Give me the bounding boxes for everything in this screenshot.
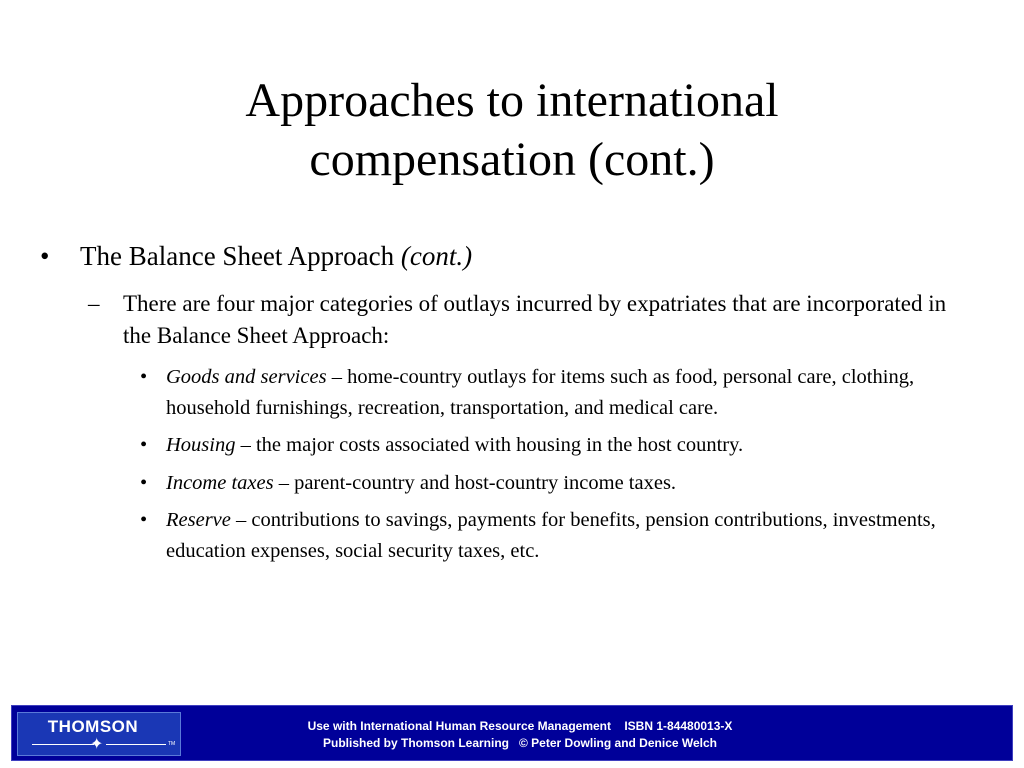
list-item-term: Reserve [166,509,231,531]
list-item-text [166,468,970,499]
footer-credit-line-2: Published by Thomson Learning © Peter Dowling and Denice Welch [322,736,717,750]
bullet-dot-icon: • [40,241,50,271]
list-item-text [166,505,970,566]
list-item [140,362,970,423]
bullet-dot-icon: • [140,434,148,456]
list-item-description: contributions to savings, payments for benefits, pension contributions, investments, education expenses, social security taxes, etc. [166,509,936,562]
list-item-term: Goods and services [166,366,327,388]
list-item-separator: – [235,434,256,456]
list-item-separator: – [230,509,252,531]
footer-credit-line-1: Use with International Human Resource Management ISBN 1-84480013-X [307,719,733,733]
footer-credits [200,718,840,752]
slide-title-line-1: Approaches to international [245,74,779,127]
list-item-separator: – [273,471,295,494]
dash-bullet-icon: – [88,291,100,316]
list-item-separator: – [326,366,348,388]
list-item [140,468,970,499]
list-item-text [166,362,970,423]
star-icon: ✦ [90,734,104,753]
slide-title-line-2: compensation (cont.) [309,132,715,186]
bullet-level-1-text [80,240,472,272]
bullet-level-2-text: There are four major categories of outlays incurred by expatriates that are incorporated in the Balance Sheet Approach: [123,291,947,348]
bullet-dot-icon: • [140,509,148,531]
list-item-description: home-country outlays for items such as food, personal care, clothing, household furnishings, recreation, transportation, and medical care. [166,366,915,419]
thomson-logo-wordmark: THOMSON [47,717,139,736]
trademark-mark: TM [168,741,176,747]
bullet-level-2 [88,288,978,352]
logo-rule-left [32,744,94,745]
bullet-level-1-label: The Balance Sheet Approach [80,241,401,271]
outlay-category-list [140,362,970,573]
thomson-logo [17,712,181,756]
list-item-description: parent-country and host-country income taxes. [294,471,677,494]
logo-rule-right [106,744,166,745]
bullet-dot-icon: • [140,366,148,388]
list-item-term: Income taxes [166,471,274,494]
list-item-text [166,430,970,461]
bullet-dot-icon: • [140,471,148,494]
list-item [140,505,970,566]
list-item-term: Housing [166,434,236,456]
list-item [140,430,970,461]
bullet-level-1-suffix: (cont.) [400,241,473,271]
list-item-description: the major costs associated with housing in the host country. [255,434,744,456]
slide-title [0,72,1024,189]
